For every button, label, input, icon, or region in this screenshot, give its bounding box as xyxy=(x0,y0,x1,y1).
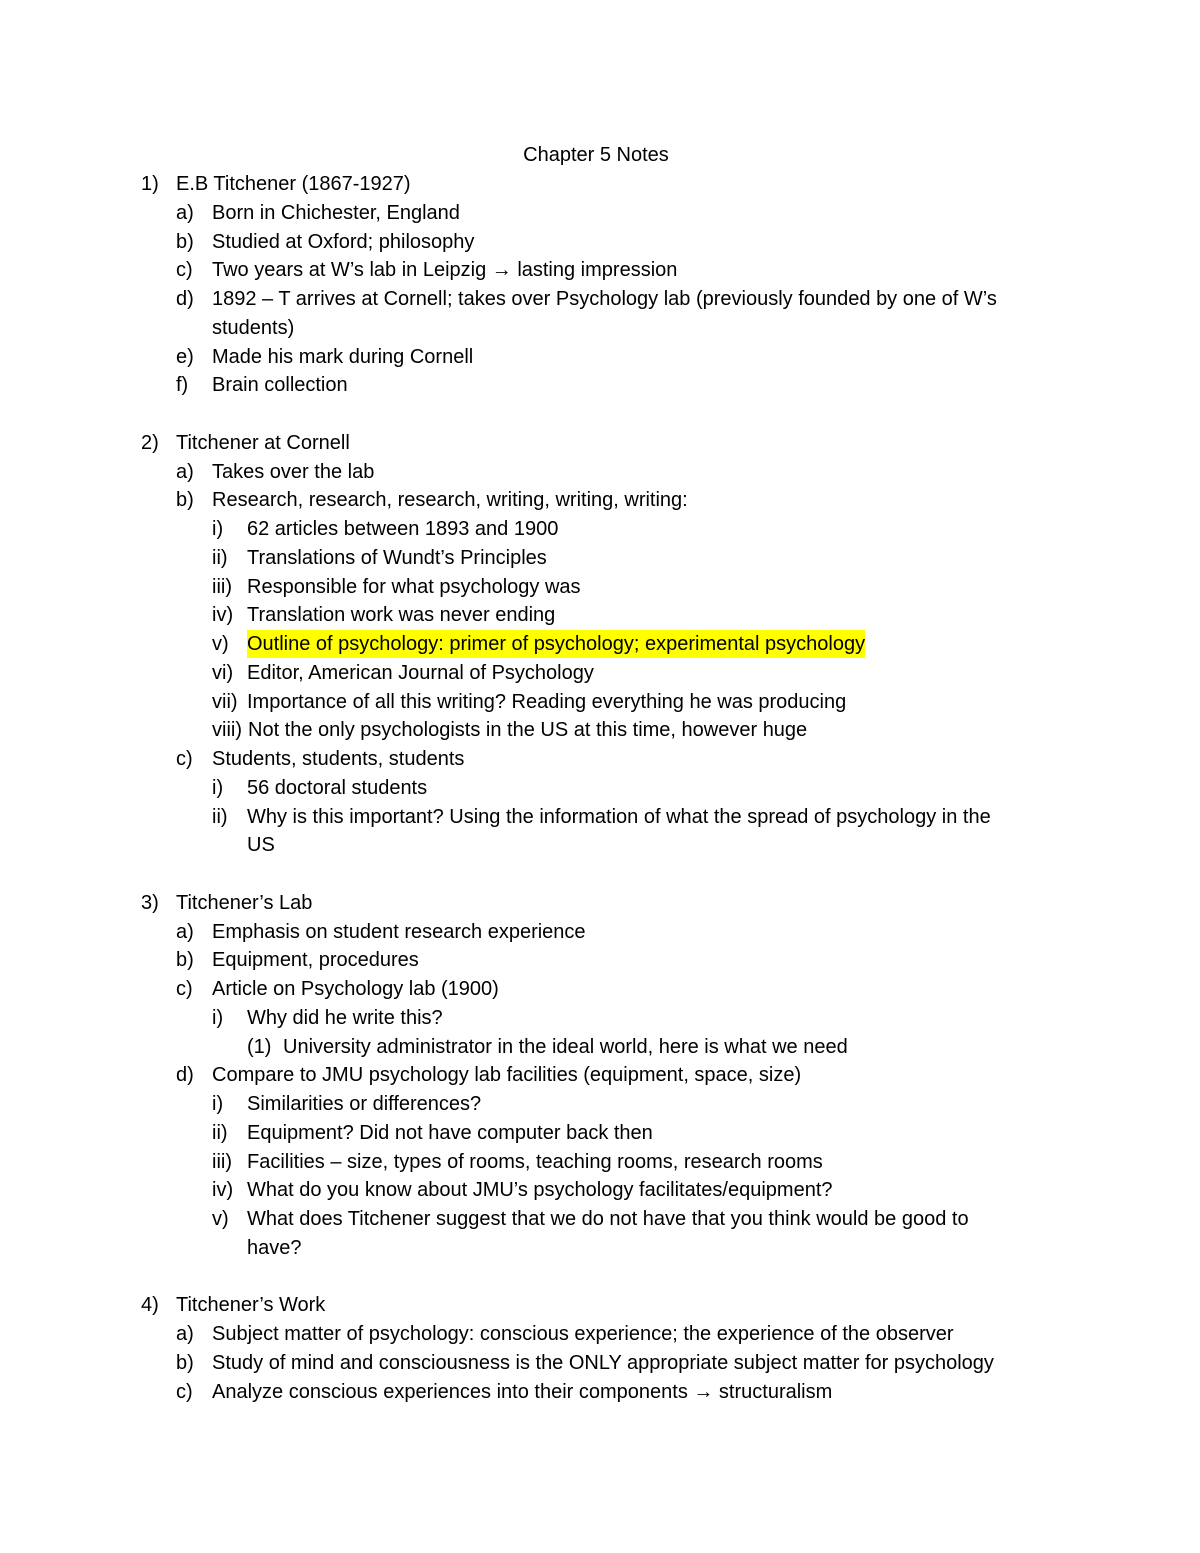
list-marker: i) xyxy=(212,1006,224,1029)
list-item-text: Facilities – size, types of rooms, teaching rooms, research rooms xyxy=(247,1150,823,1173)
list-item-text: What do you know about JMU’s psychology facilitates/equipment? xyxy=(247,1179,833,1202)
list-item-text: Not the only psychologists in the US at this time, however huge xyxy=(248,719,808,742)
list-item-text: Brain collection xyxy=(212,374,348,397)
list-marker: 3) xyxy=(141,891,159,914)
list-marker: v) xyxy=(212,1208,229,1230)
list-marker: ii) xyxy=(212,1121,228,1144)
list-marker: 4) xyxy=(141,1294,159,1317)
list-item-text: Analyze conscious experiences into their components → structuralism xyxy=(212,1380,833,1403)
list-marker: c) xyxy=(176,259,193,282)
list-marker: viii) xyxy=(212,719,242,742)
list-marker: iv) xyxy=(212,604,234,627)
list-item-text: Compare to JMU psychology lab facilities (equipment, space, size) xyxy=(212,1064,802,1087)
page-title: Chapter 5 Notes xyxy=(523,144,669,166)
list-item-text: Takes over the lab xyxy=(212,460,375,483)
list-marker: i) xyxy=(212,1093,224,1115)
list-marker: a) xyxy=(176,1323,194,1345)
list-item-text: Research, research, research, writing, writing, writing: xyxy=(212,489,688,512)
list-item-text: University administrator in the ideal world, here is what we need xyxy=(283,1035,848,1058)
list-marker: 2) xyxy=(141,431,159,454)
list-item-text: 56 doctoral students xyxy=(247,776,428,799)
list-marker: b) xyxy=(176,230,194,253)
list-marker: i) xyxy=(212,776,224,799)
list-item-text: Importance of all this writing? Reading everything he was producing xyxy=(247,690,847,713)
list-marker: 1) xyxy=(141,173,159,195)
list-item-text: Translations of Wundt’s Principles xyxy=(247,546,547,569)
list-item-text: Born in Chichester, England xyxy=(212,201,460,224)
list-marker: c) xyxy=(176,978,193,1000)
list-item-text: Emphasis on student research experience xyxy=(212,920,586,943)
list-marker: f) xyxy=(176,374,189,397)
list-marker: d) xyxy=(176,1064,194,1087)
list-marker: iv) xyxy=(212,1179,234,1202)
list-item-text: Two years at W’s lab in Leipzig → lasting impression xyxy=(212,259,678,282)
list-marker: v) xyxy=(212,633,229,655)
list-item-text: 62 articles between 1893 and 1900 xyxy=(247,518,559,540)
list-item-text: Why is this important? Using the information of what the spread of psychology in the xyxy=(247,805,991,828)
list-item-text: Translation work was never ending xyxy=(247,604,556,627)
list-item-text: have? xyxy=(247,1236,302,1259)
list-marker: c) xyxy=(176,748,193,770)
list-marker: d) xyxy=(176,288,194,310)
list-item-text: Outline of psychology: primer of psychology; experimental psychology xyxy=(247,630,865,658)
list-item-text: US xyxy=(247,834,275,857)
section-heading-text: E.B Titchener (1867-1927) xyxy=(176,173,411,195)
list-item-text: students) xyxy=(212,316,295,339)
list-marker: ii) xyxy=(212,805,228,828)
list-marker: (1) xyxy=(247,1035,272,1058)
list-marker: b) xyxy=(176,1351,194,1374)
section-heading-text: Titchener’s Work xyxy=(176,1294,326,1317)
list-item-text: Subject matter of psychology: conscious experience; the experience of the observer xyxy=(212,1323,954,1345)
list-item-text: Why did he write this? xyxy=(247,1006,443,1029)
section-heading-text: Titchener at Cornell xyxy=(176,431,350,454)
list-marker: vi) xyxy=(212,661,234,684)
list-marker: a) xyxy=(176,201,194,224)
list-marker: ii) xyxy=(212,546,228,569)
section-heading-text: Titchener’s Lab xyxy=(176,891,313,914)
list-marker: iii) xyxy=(212,575,232,598)
list-item-text: 1892 – T arrives at Cornell; takes over Psychology lab (previously founded by one of W’s xyxy=(212,288,997,310)
list-marker: b) xyxy=(176,489,194,512)
list-marker: vii) xyxy=(212,690,238,713)
list-marker: c) xyxy=(176,1380,193,1403)
list-item-text: What does Titchener suggest that we do not have that you think would be good to xyxy=(247,1208,969,1230)
list-item-text: Editor, American Journal of Psychology xyxy=(247,661,594,684)
list-item-text: Article on Psychology lab (1900) xyxy=(212,978,499,1000)
list-item-text: Students, students, students xyxy=(212,748,465,770)
list-marker: a) xyxy=(176,460,194,483)
list-marker: b) xyxy=(176,949,194,972)
list-item-text: Similarities or differences? xyxy=(247,1093,482,1115)
list-item-text: Study of mind and consciousness is the ONLY appropriate subject matter for psychology xyxy=(212,1351,994,1374)
list-marker: iii) xyxy=(212,1150,232,1173)
list-marker: e) xyxy=(176,345,194,368)
list-item-text: Responsible for what psychology was xyxy=(247,575,581,598)
list-marker: a) xyxy=(176,920,194,943)
list-marker: i) xyxy=(212,518,224,540)
list-item-text: Made his mark during Cornell xyxy=(212,345,474,368)
list-item-text: Studied at Oxford; philosophy xyxy=(212,230,475,253)
list-item-text: Equipment? Did not have computer back then xyxy=(247,1121,653,1144)
list-item-text: Equipment, procedures xyxy=(212,949,419,972)
